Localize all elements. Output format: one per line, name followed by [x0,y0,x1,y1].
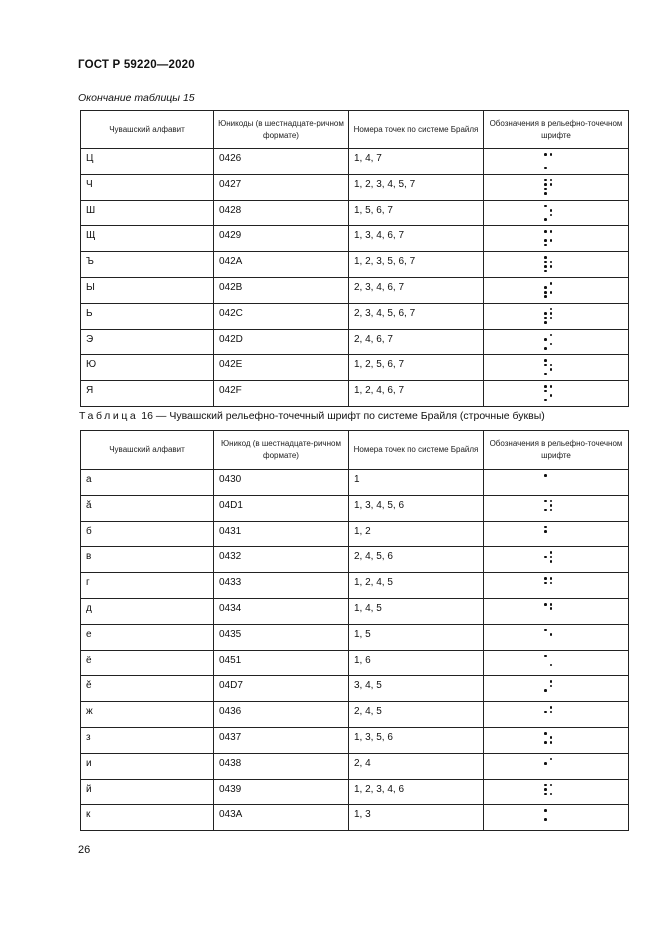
braille-symbol [544,230,553,247]
braille-dot-6 [550,793,553,796]
table-row [81,753,629,779]
dots-cell: 1, 3 [349,805,484,831]
braille-symbol [544,359,553,376]
braille-dot-2 [544,582,547,585]
table-16-caption [79,410,545,422]
header-unicode: Юникод (в шестнадцате-ричном формате) [214,431,349,470]
table-row [81,598,629,624]
braille-cell [484,252,629,278]
braille-dot-7 [544,321,547,324]
braille-dot-7 [544,167,547,170]
braille-cell [484,277,629,303]
braille-symbol [544,500,553,517]
braille-symbol [544,474,553,491]
braille-dot-6 [550,291,553,294]
braille-cell [484,650,629,676]
header-dots: Номера точек по системе Брайля [349,431,484,470]
dots-cell: 2, 3, 4, 6, 7 [349,277,484,303]
braille-dot-5 [550,312,553,315]
letter-cell: Ю [81,355,214,381]
braille-symbol [544,603,553,620]
braille-dot-6 [550,664,553,667]
letter-cell: з [81,727,214,753]
braille-dot-3 [544,818,547,821]
braille-dot-7 [544,244,547,247]
table-header-row [81,111,629,149]
letter-cell: Ш [81,200,214,226]
dots-cell: 2, 4, 6, 7 [349,329,484,355]
unicode-cell: 0435 [214,624,349,650]
letter-cell: и [81,753,214,779]
braille-dot-3 [544,741,547,744]
dots-cell: 1, 2, 3, 4, 6 [349,779,484,805]
braille-dot-4 [550,153,553,156]
letter-cell: а [81,470,214,496]
braille-dot-5 [550,736,553,739]
standard-code: ГОСТ Р 59220—2020 [78,59,195,71]
dots-cell: 1, 2, 3, 4, 5, 7 [349,174,484,200]
braille-dot-1 [544,526,547,529]
braille-symbol [544,732,553,749]
braille-symbol [544,680,553,697]
braille-dot-1 [544,385,547,388]
braille-cell [484,149,629,175]
dots-cell: 1, 3, 5, 6 [349,727,484,753]
braille-dot-1 [544,359,547,362]
letter-cell: ӑ [81,495,214,521]
unicode-cell: 0433 [214,573,349,599]
letter-cell: к [81,805,214,831]
table-row [81,805,629,831]
braille-dot-2 [544,364,547,367]
unicode-cell: 0428 [214,200,349,226]
dots-cell: 1, 2, 4, 6, 7 [349,381,484,407]
table-row [81,521,629,547]
braille-dot-4 [550,334,553,337]
braille-dot-7 [544,295,547,298]
table-title: — Чувашский рельефно-точечный шрифт по системе Брайля (строчные буквы) [155,410,545,422]
braille-cell [484,303,629,329]
unicode-cell: 0438 [214,753,349,779]
braille-dot-3 [544,188,547,191]
braille-dot-7 [544,399,547,402]
braille-cell [484,753,629,779]
braille-dot-4 [550,758,553,761]
braille-dot-5 [550,364,553,367]
braille-dot-2 [544,711,547,714]
unicode-cell: 042D [214,329,349,355]
dots-cell: 1, 3, 4, 6, 7 [349,226,484,252]
braille-dot-4 [550,230,553,233]
braille-dot-2 [544,261,547,264]
braille-cell [484,573,629,599]
braille-dot-3 [544,291,547,294]
unicode-cell: 0451 [214,650,349,676]
braille-cell [484,470,629,496]
dots-cell: 1, 5 [349,624,484,650]
dots-cell: 1, 2 [349,521,484,547]
table-row [81,650,629,676]
braille-symbol [544,308,553,325]
header-alphabet: Чувашский алфавит [81,111,214,149]
braille-dot-1 [544,153,547,156]
braille-dot-2 [544,530,547,533]
table-row [81,676,629,702]
braille-symbol [544,205,553,222]
table-15 [80,110,629,407]
braille-symbol [544,256,553,273]
unicode-cell: 042E [214,355,349,381]
braille-cell [484,624,629,650]
braille-dot-4 [550,179,553,182]
braille-cell [484,702,629,728]
unicode-cell: 042F [214,381,349,407]
braille-dot-6 [550,509,553,512]
braille-dot-2 [544,338,547,341]
braille-dot-5 [550,582,553,585]
letter-cell: Ь [81,303,214,329]
dots-cell: 3, 4, 5 [349,676,484,702]
braille-dot-3 [544,265,547,268]
letter-cell: Ц [81,149,214,175]
braille-dot-1 [544,230,547,233]
braille-dot-3 [544,509,547,512]
table-row [81,381,629,407]
braille-dot-5 [550,711,553,714]
braille-dot-7 [544,347,547,350]
unicode-cell: 04D7 [214,676,349,702]
braille-dot-4 [550,282,553,285]
dots-cell: 1, 4, 7 [349,149,484,175]
braille-dot-2 [544,390,547,393]
braille-dot-4 [550,706,553,709]
braille-symbol [544,629,553,646]
braille-dot-1 [544,179,547,182]
braille-cell [484,727,629,753]
braille-dot-1 [544,474,547,477]
letter-cell: Ы [81,277,214,303]
braille-dot-4 [550,577,553,580]
table-label: Таблица [79,410,139,422]
unicode-cell: 0430 [214,470,349,496]
dots-cell: 1, 3, 4, 5, 6 [349,495,484,521]
unicode-cell: 0437 [214,727,349,753]
letter-cell: Я [81,381,214,407]
dots-cell: 2, 3, 4, 5, 6, 7 [349,303,484,329]
braille-dot-1 [544,577,547,580]
dots-cell: 1, 2, 4, 5 [349,573,484,599]
braille-cell [484,676,629,702]
braille-dot-6 [550,343,553,346]
table-16 [80,430,629,831]
braille-dot-7 [544,373,547,376]
braille-dot-3 [544,239,547,242]
header-alphabet: Чувашский алфавит [81,431,214,470]
braille-dot-4 [550,308,553,311]
braille-dot-1 [544,732,547,735]
braille-dot-2 [544,788,547,791]
braille-symbol [544,577,553,594]
braille-dot-6 [550,368,553,371]
braille-symbol [544,809,553,826]
braille-dot-7 [544,218,547,221]
unicode-cell: 042C [214,303,349,329]
braille-dot-6 [550,560,553,563]
braille-cell [484,598,629,624]
letter-cell: в [81,547,214,573]
braille-symbol [544,282,553,299]
braille-symbol [544,784,553,801]
table-number: 16 [141,410,153,422]
unicode-cell: 0429 [214,226,349,252]
unicode-cell: 043А [214,805,349,831]
braille-dot-6 [550,394,553,397]
header-unicode: Юникоды (в шестнадцате-ричном формате) [214,111,349,149]
table-row [81,277,629,303]
table-row [81,702,629,728]
braille-dot-4 [550,500,553,503]
braille-symbol [544,179,553,196]
letter-cell: Щ [81,226,214,252]
braille-dot-4 [550,385,553,388]
letter-cell: д [81,598,214,624]
letter-cell: г [81,573,214,599]
braille-dot-5 [550,607,553,610]
dots-cell: 2, 4 [349,753,484,779]
header-dots: Номера точек по системе Брайля [349,111,484,149]
table-row [81,547,629,573]
unicode-cell: 0436 [214,702,349,728]
table-row [81,252,629,278]
braille-cell [484,547,629,573]
unicode-cell: 0432 [214,547,349,573]
braille-dot-1 [544,809,547,812]
braille-cell [484,200,629,226]
braille-dot-2 [544,183,547,186]
braille-symbol [544,526,553,543]
dots-cell: 1, 4, 5 [349,598,484,624]
braille-dot-1 [544,256,547,259]
table-row [81,200,629,226]
braille-dot-1 [544,603,547,606]
braille-cell [484,226,629,252]
letter-cell: ӗ [81,676,214,702]
braille-dot-3 [544,317,547,320]
braille-dot-2 [544,556,547,559]
table-row [81,573,629,599]
table-row [81,355,629,381]
letter-cell: б [81,521,214,547]
braille-dot-1 [544,784,547,787]
unicode-cell: 042A [214,252,349,278]
braille-symbol [544,551,553,568]
braille-symbol [544,334,553,351]
braille-dot-4 [550,680,553,683]
braille-dot-6 [550,741,553,744]
braille-dot-1 [544,655,547,658]
letter-cell: ё [81,650,214,676]
table-row [81,174,629,200]
braille-dot-5 [550,209,553,212]
table-row [81,624,629,650]
table-row [81,779,629,805]
table-row [81,727,629,753]
braille-dot-2 [544,762,547,765]
letter-cell: Ч [81,174,214,200]
letter-cell: е [81,624,214,650]
braille-dot-4 [550,784,553,787]
letter-cell: Ъ [81,252,214,278]
braille-cell [484,779,629,805]
braille-symbol [544,153,553,170]
braille-cell [484,355,629,381]
dots-cell: 1, 2, 5, 6, 7 [349,355,484,381]
braille-dot-5 [550,183,553,186]
braille-symbol [544,758,553,775]
braille-dot-4 [550,603,553,606]
letter-cell: Э [81,329,214,355]
braille-dot-5 [550,685,553,688]
dots-cell: 2, 4, 5, 6 [349,547,484,573]
braille-dot-5 [550,556,553,559]
braille-cell [484,329,629,355]
unicode-cell: 0439 [214,779,349,805]
braille-dot-5 [550,261,553,264]
table-row [81,226,629,252]
dots-cell: 2, 4, 5 [349,702,484,728]
unicode-cell: 0431 [214,521,349,547]
letter-cell: ж [81,702,214,728]
table-header-row [81,431,629,470]
braille-cell [484,174,629,200]
unicode-cell: 0426 [214,149,349,175]
braille-dot-5 [550,504,553,507]
braille-dot-1 [544,205,547,208]
braille-cell [484,521,629,547]
dots-cell: 1, 5, 6, 7 [349,200,484,226]
page-number: 26 [78,844,91,856]
braille-symbol [544,706,553,723]
braille-dot-6 [550,239,553,242]
braille-dot-6 [550,214,553,217]
dots-cell: 1, 6 [349,650,484,676]
letter-cell: й [81,779,214,805]
table-row [81,470,629,496]
header-relief: Обозначения в рельефно-точечном шрифте [484,111,629,149]
dots-cell: 1 [349,470,484,496]
braille-dot-7 [544,192,547,195]
dots-cell: 1, 2, 3, 5, 6, 7 [349,252,484,278]
continuation-caption: Окончание таблицы 15 [78,92,195,104]
braille-dot-3 [544,689,547,692]
braille-dot-1 [544,500,547,503]
unicode-cell: 04D1 [214,495,349,521]
braille-dot-6 [550,317,553,320]
braille-dot-5 [550,633,553,636]
table-row [81,303,629,329]
table-row [81,329,629,355]
table-row [81,149,629,175]
braille-cell [484,805,629,831]
braille-dot-6 [550,265,553,268]
braille-cell [484,381,629,407]
table-row [81,495,629,521]
braille-dot-2 [544,312,547,315]
header-relief: Обозначения в рельефно-точечном шрифте [484,431,629,470]
braille-dot-3 [544,793,547,796]
braille-dot-2 [544,286,547,289]
unicode-cell: 042B [214,277,349,303]
braille-dot-7 [544,270,547,273]
braille-cell [484,495,629,521]
unicode-cell: 0434 [214,598,349,624]
braille-symbol [544,655,553,672]
braille-symbol [544,385,553,402]
braille-dot-1 [544,629,547,632]
braille-dot-4 [550,551,553,554]
unicode-cell: 0427 [214,174,349,200]
